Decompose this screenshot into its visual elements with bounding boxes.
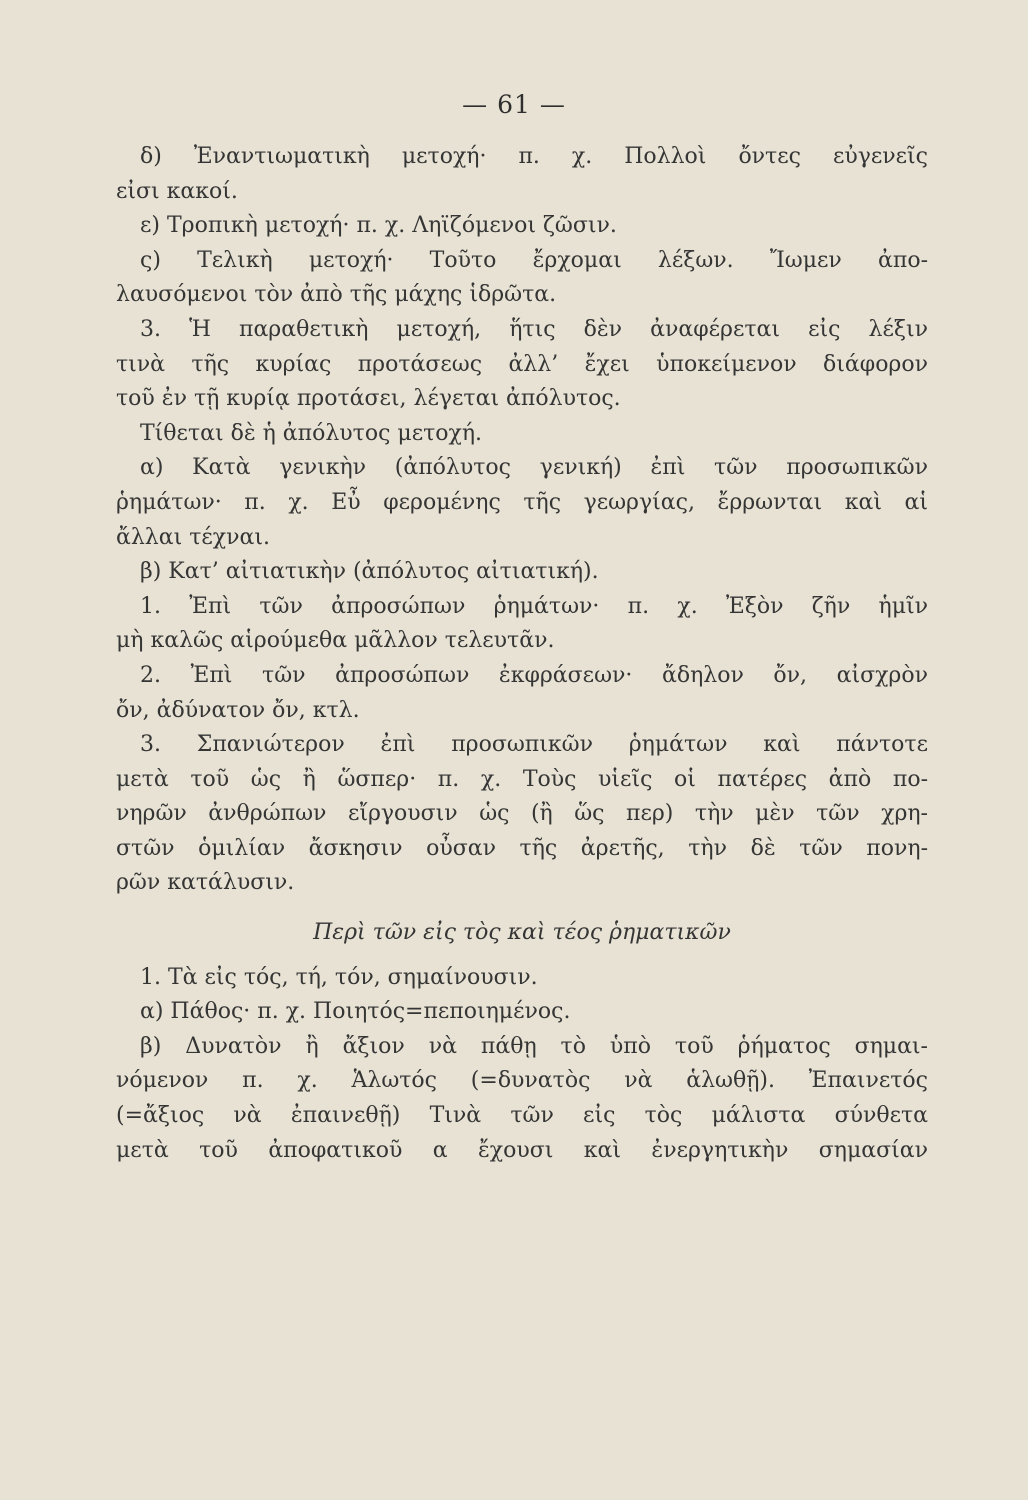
text-line: 3. Ἡ παραθετικὴ μετοχή, ἥτις δὲν ἀναφέρεται εἰς λέξιν <box>140 316 928 342</box>
text-line: α) Κατὰ γενικὴν (ἀπόλυτος γενική) ἐπὶ τῶν προσωπικῶν <box>140 455 928 481</box>
text-line: λαυσόμενοι τὸν ἀπὸ τῆς μάχης ἱδρῶτα. <box>116 282 557 308</box>
text-line: 2. Ἐπὶ τῶν ἀπροσώπων ἐκφράσεων· ἄδηλον ὄν, αἰσχρὸν <box>140 662 928 688</box>
text-line: ρῶν κατάλυσιν. <box>116 870 295 896</box>
text-line: ἄλλαι τέχναι. <box>116 524 270 550</box>
text-line: τοῦ ἐν τῇ κυρίᾳ προτάσει, λέγεται ἀπόλυτος. <box>116 386 621 412</box>
text-line: εἰσι κακοί. <box>116 178 238 204</box>
section-gap <box>116 951 928 961</box>
page-number: — 61 — <box>462 90 566 119</box>
text-line: β) Κατ’ αἰτιατικὴν (ἀπόλυτος αἰτιατική). <box>140 559 599 585</box>
text-line: ὄν, ἀδύνατον ὄν, κτλ. <box>116 697 360 723</box>
section-gap <box>116 901 928 911</box>
text-line: μετὰ τοῦ ὡς ἢ ὥσπερ· π. χ. Τοὺς υἱεῖς οἱ πατέρες ἀπὸ πο- <box>116 766 928 792</box>
text-line: νηρῶν ἀνθρώπων εἴργουσιν ὡς (ἢ ὥς περ) τὴν μὲν τῶν χρη- <box>116 801 928 827</box>
text-line: δ) Ἐναντιωματικὴ μετοχή· π. χ. Πολλοὶ ὄντες εὐγενεῖς <box>140 144 928 169</box>
text-line: 3. Σπανιώτερον ἐπὶ προσωπικῶν ῥημάτων καὶ πάντοτε <box>140 732 928 758</box>
text-line: νόμενον π. χ. Ἁλωτός (=δυνατὸς νὰ ἁλωθῇ). Ἐπαινετός <box>116 1068 928 1094</box>
text-line: (=ἄξιος νὰ ἐπαινεθῇ) Τινὰ τῶν εἰς τὸς μάλιστα σύνθετα <box>116 1103 928 1129</box>
text-line: μὴ καλῶς αἱρούμεθα μᾶλλον τελευτᾶν. <box>116 628 555 654</box>
page-text <box>116 140 928 1168</box>
text-line: ς) Τελικὴ μετοχή· Τοῦτο ἔρχομαι λέξων. Ἴωμεν ἀπο- <box>140 247 928 273</box>
text-line: στῶν ὁμιλίαν ἄσκησιν οὖσαν τῆς ἀρετῆς, τὴν δὲ τῶν πονη- <box>116 835 928 861</box>
text-line: μετὰ τοῦ ἀποφατικοῦ α ἔχουσι καὶ ἐνεργητικὴν σημασίαν <box>116 1137 928 1163</box>
text-line: 1. Ἐπὶ τῶν ἀπροσώπων ῥημάτων· π. χ. Ἐξὸν ζῆν ἡμῖν <box>140 593 928 619</box>
text-line: ε) Τροπικὴ μετοχή· π. χ. Ληϊζόμενοι ζῶσιν. <box>140 213 617 239</box>
text-line: 1. Τὰ εἰς τός, τή, τόν, σημαίνουσιν. <box>140 964 538 990</box>
text-line: β) Δυνατὸν ἢ ἄξιον νὰ πάθῃ τὸ ὑπὸ τοῦ ῥήματος σημαι- <box>140 1033 928 1059</box>
text-line: α) Πάθος· π. χ. Ποιητός=πεποιημένος. <box>140 999 571 1025</box>
text-line: Τίθεται δὲ ἡ ἀπόλυτος μετοχή. <box>140 420 483 446</box>
text-line: τινὰ τῆς κυρίας προτάσεως ἀλλ’ ἔχει ὑποκείμενον διάφορον <box>116 351 928 377</box>
text-line: ῥημάτων· π. χ. Εὖ φερομένης τῆς γεωργίας, ἔρρωνται καὶ αἱ <box>116 489 928 515</box>
section-heading: Περὶ τῶν εἰς τὸς καὶ τέος ῥηματικῶν <box>313 920 731 946</box>
